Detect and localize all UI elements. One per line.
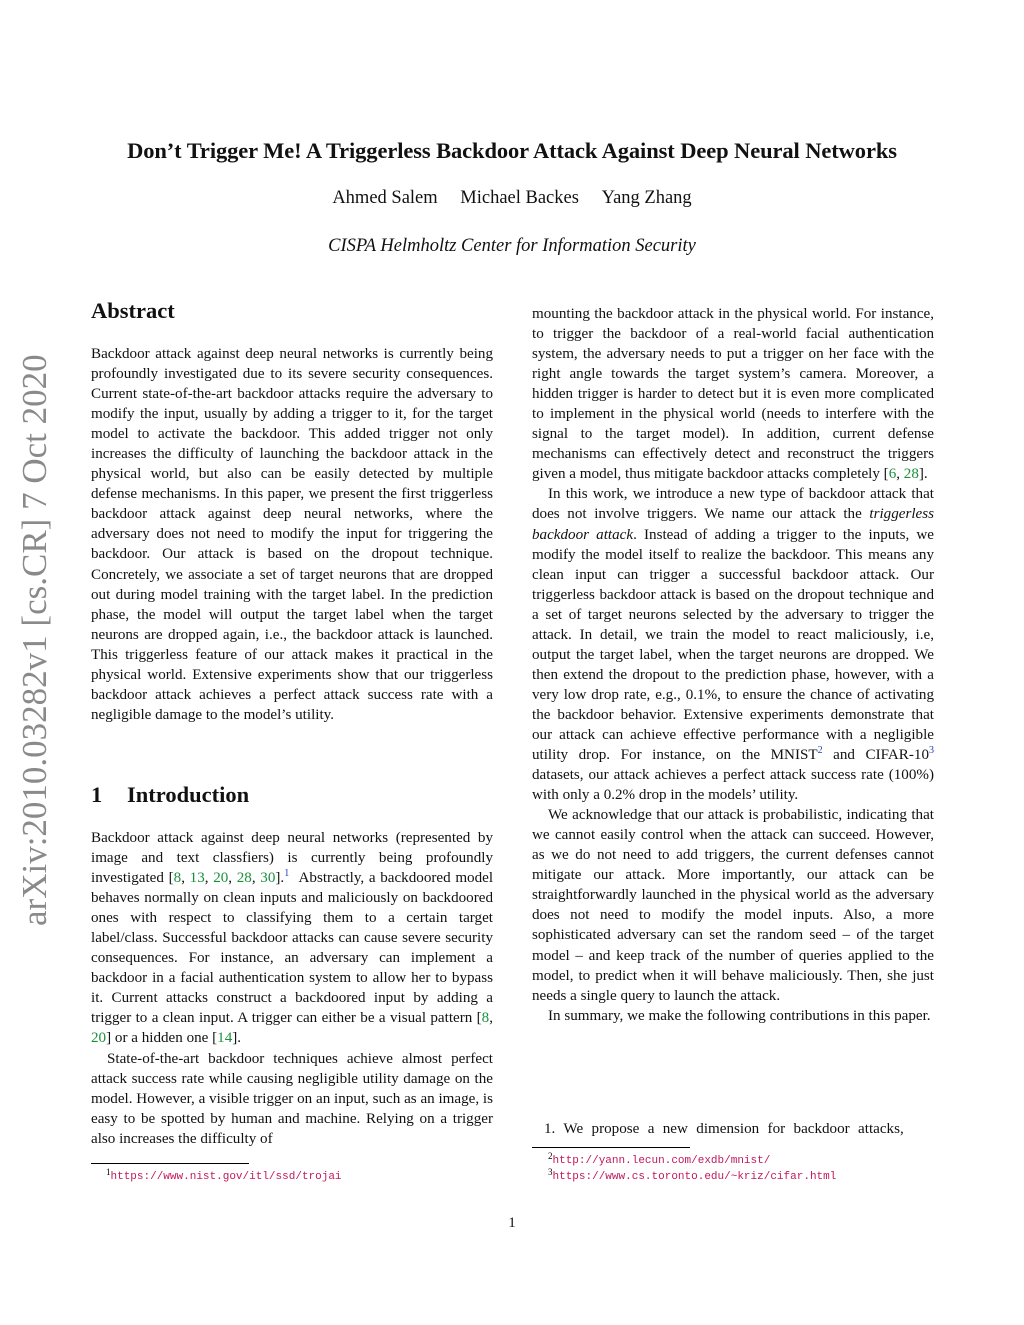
author-name: Michael Backes [460, 188, 579, 208]
footnote-marker: 2 [548, 1151, 553, 1161]
contribution-list-item: 1. We propose a new dimension for backdoor attacks, [544, 1121, 904, 1137]
intro-right-column [532, 304, 934, 1026]
intro-paragraph: In this work, we introduce a new type of backdoor attack that does not involve triggers. We name our attack the triggerless backdoor attack. Instead of adding a trigger to the inputs, we modify the model itself to realize the backdoor. This means any clean input can trigger a successful backdoor attack. Our triggerless backdoor attack is based on the dropout technique and a set of target neurons selected by the adversary to trigger the attack. In detail, we train the model to react maliciously, i.e, output the target label, when the target neurons are dropped. We then extend the dropout to the prediction phase, however, with a very low drop rate, e.g., 0.1%, to ensure the chance of activating the backdoor behavior. Extensive experiments demonstrate that our attack can achieve effective performance with a negligible utility drop. For instance, on the MNIST$^2$ and CIFAR-$10^3$ datasets, our attack achieves a perfect attack success rate (100%) with only a 0.2% drop in the models’ utility. [532, 486, 934, 804]
abstract-text: Backdoor attack against deep neural networks is currently being profoundly investigated due to its severe security consequences. Current state-of-the-art backdoor attacks require the adversary to modify the input, usually by adding a trigger to it, for the target model to activate the backdoor. This added trigger not only increases the difficulty of launching the backdoor attack in the physical world, but also can be easily detected by multiple defense mechanisms. In this paper, we present the first triggerless backdoor attack against deep neural networks, where the adversary does not need to modify the input for triggering the backdoor. Our attack is based on the dropout technique. Concretely, we associate a set of target neurons that are dropped out during model training with the target label. In the prediction phase, the model will output the target label when the target neurons are dropped again, i.e., the backdoor attack is launched. This triggerless feature of our attack makes it practical in the physical world. Extensive experiments show that our triggerless backdoor attack achieves a perfect attack success rate with a negligible damage to the model’s utility. [91, 346, 493, 723]
paper-title: Don’t Trigger Me! A Triggerless Backdoor Attack Against Deep Neural Networks [127, 138, 897, 163]
citation-link[interactable]: 28 [903, 466, 919, 483]
footnote-3 [548, 1169, 836, 1184]
page-number: 1 [508, 1215, 516, 1231]
intro-paragraph: Backdoor attack against deep neural networks (represented by image and text classfiers) is currently being profoundly investigated [8, 13, 20, 28, 30].$^1$ Abstractly, a backdoored model behaves normally on clean inputs and maliciously on backdoored ones with respect to classifying them to a certain target label/class. Successful backdoor attacks can cause severe security consequences. For instance, an adversary can implement a backdoor in a facial authentication system to allow her to bypass it. Current attacks construct a backdoored input by adding a trigger to a clean input. A trigger can either be a visual pattern [8, 20] or a hidden one [14]. [91, 830, 494, 1047]
author-name: Yang Zhang [601, 188, 692, 208]
citation-link[interactable]: 20 [91, 1030, 107, 1047]
citation-link[interactable]: 28 [236, 870, 252, 887]
footnote-1 [106, 1169, 342, 1184]
footnote-rule [91, 1163, 249, 1164]
intro-left-column [91, 828, 493, 1149]
footnote-2 [548, 1153, 770, 1168]
arxiv-sidebar-stamp: arXiv:2010.03282v1 [cs.CR] 7 Oct 2020 [15, 354, 54, 926]
author-list [0, 188, 1024, 209]
footnote-rule [532, 1147, 690, 1148]
section-title: Introduction [127, 782, 250, 807]
abstract-body [91, 344, 493, 725]
intro-paragraph: In summary, we make the following contributions in this paper. [548, 1007, 931, 1024]
footnote-link[interactable]: https://www.nist.gov/itl/ssd/trojai [110, 1171, 342, 1183]
footnote-marker[interactable]: 2 [817, 745, 823, 757]
citation-link[interactable]: 8 [481, 1010, 490, 1027]
footnote-link[interactable]: http://yann.lecun.com/exdb/mnist/ [552, 1155, 771, 1167]
footnote-marker[interactable]: 1 [284, 868, 290, 880]
citation-link[interactable]: 14 [217, 1030, 233, 1047]
author-name: Ahmed Salem [332, 188, 438, 208]
intro-paragraph: State-of-the-art backdoor techniques achieve almost perfect attack success rate while causing negligible utility damage on the model. However, a visible trigger on an input, such as an image, is easy to be spotted by human and machine. Relying on a trigger also increases the difficulty of [91, 1050, 493, 1147]
footnote-link[interactable]: https://www.cs.toronto.edu/~kriz/cifar.html [552, 1171, 837, 1183]
citation-link[interactable]: 20 [213, 870, 229, 887]
section-number: 1 [91, 782, 103, 807]
footnote-marker: 3 [548, 1167, 553, 1177]
citation-link[interactable]: 6 [888, 466, 897, 483]
citation-link[interactable]: 8 [173, 870, 182, 887]
section-heading-introduction [91, 782, 249, 808]
citation-link[interactable]: 30 [260, 870, 276, 887]
intro-paragraph: mounting the backdoor attack in the physical world. For instance, to trigger the backdoor of a real-world facial authentication system, the adversary needs to put a trigger on her face with the right angle towards the target system’s camera. Moreover, a hidden trigger is harder to detect but it is even more complicated to implement in the physical world (needs to interfere with the signal to the target model). In addition, current defense mechanisms can effectively detect and reconstruct the triggers given a model, thus mitigate backdoor attacks completely [6, 28]. [532, 306, 934, 483]
footnote-marker[interactable]: 3 [929, 745, 934, 757]
intro-paragraph: We acknowledge that our attack is probabilistic, indicating that we cannot easily control when the attack can succeed. However, as we do not need to add triggers, the current defenses cannot mitigate our attack. More importantly, our attack can be straightforwardly launched in the physical world as the adversary does not need to modify the model inputs. Also, a more sophisticated adversary can set the random seed – of the target model – and keep track of the number of queries applied to the model, to predict when it will behave maliciously. Then, she just needs a single query to launch the attack. [532, 807, 934, 1004]
abstract-heading: Abstract [91, 298, 175, 323]
affiliation: CISPA Helmholtz Center for Information Security [328, 236, 696, 256]
footnote-marker: 1 [106, 1167, 111, 1177]
citation-link[interactable]: 13 [189, 870, 205, 887]
